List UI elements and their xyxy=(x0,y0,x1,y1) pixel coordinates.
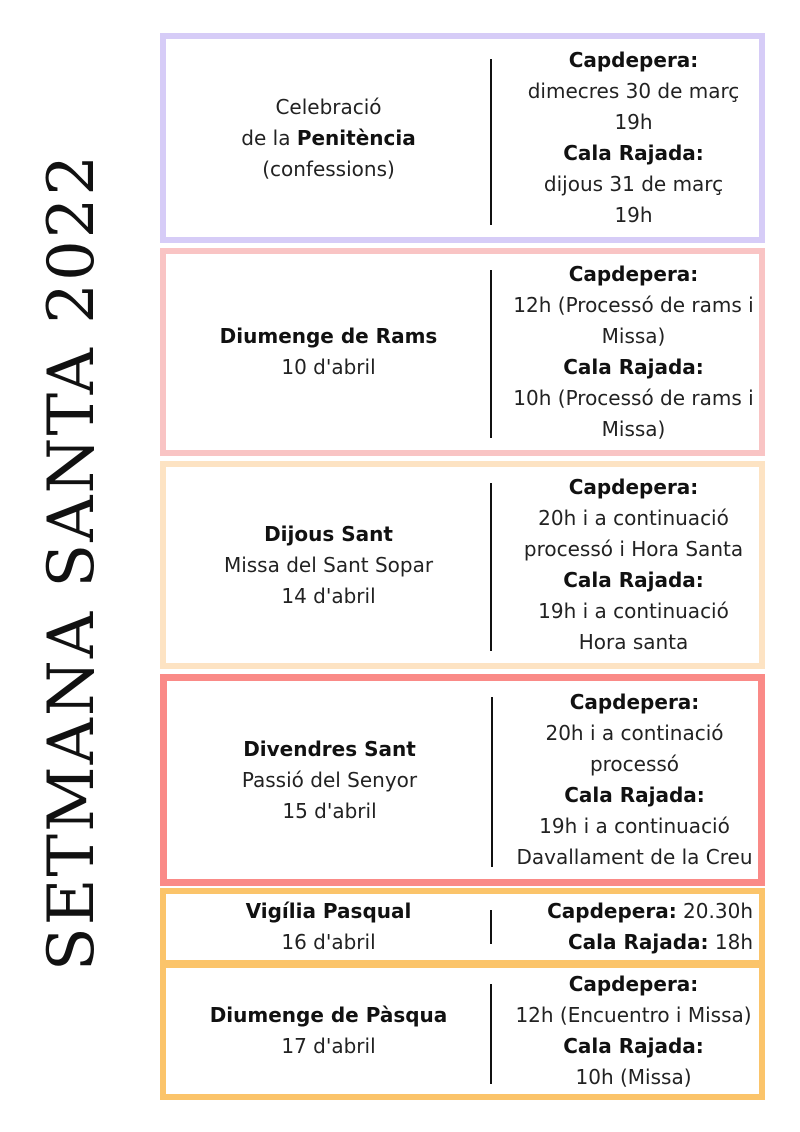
schedule-line: 20h i a continuació xyxy=(538,506,729,530)
event-subtitle: Missa del Sant Sopar xyxy=(223,552,434,577)
location-label: Capdepera: xyxy=(568,48,699,72)
page-title: SETMANA SANTA 2022 xyxy=(35,152,109,972)
event-line-prefix: de la xyxy=(241,125,297,150)
divider xyxy=(491,697,493,867)
schedule-line: Davallament de la Creu xyxy=(516,845,753,869)
schedule-line: 19h i a continuació xyxy=(539,814,730,838)
location-label: Cala Rajada: xyxy=(563,141,704,165)
section-dijous-sant xyxy=(160,461,765,669)
location-label: Cala Rajada: xyxy=(563,568,704,592)
event-title: Diumenge de Rams xyxy=(219,324,438,348)
event-date: 10 d'abril xyxy=(281,355,376,379)
event-subtitle: (confessions) xyxy=(262,156,395,181)
event-title: Diumenge de Pàsqua xyxy=(209,1003,448,1027)
location-label: Cala Rajada: xyxy=(563,1034,704,1058)
location-label: Capdepera: xyxy=(568,972,699,996)
schedule-line: processó i Hora Santa xyxy=(523,537,744,561)
schedule-line: 19h i a continuació xyxy=(538,599,729,623)
schedule-line: processó xyxy=(589,752,680,776)
schedule-line xyxy=(547,896,753,927)
schedule-line: dijous 31 de març xyxy=(543,172,724,196)
event-info xyxy=(166,39,491,237)
schedule-time: 18h xyxy=(708,930,753,954)
schedule-line: 20h i a continació xyxy=(545,721,724,745)
location-label: Cala Rajada: xyxy=(564,783,705,807)
event-title: Dijous Sant xyxy=(264,521,393,546)
schedule xyxy=(497,681,772,879)
section-vigilia-pasqual xyxy=(160,888,765,966)
event-line: Celebració xyxy=(275,94,382,119)
schedule-line: 19h xyxy=(614,110,653,134)
divider xyxy=(490,984,492,1084)
event-info xyxy=(166,467,491,663)
schedule-line: dimecres 30 de març xyxy=(527,79,740,103)
location-label: Cala Rajada: xyxy=(567,930,709,954)
event-info xyxy=(167,681,492,879)
schedule xyxy=(496,254,771,450)
schedule-line: Missa) xyxy=(601,324,666,348)
schedule-line: 10h (Processó de rams i xyxy=(513,386,754,410)
location-label: Cala Rajada: xyxy=(563,355,704,379)
schedule xyxy=(496,39,771,237)
event-title: Penitència xyxy=(296,125,416,150)
location-label: Capdepera: xyxy=(568,475,699,499)
section-diumenge-de-pasqua xyxy=(160,962,765,1100)
divider xyxy=(490,483,492,651)
event-title: Divendres Sant xyxy=(243,736,416,761)
location-label: Capdepera: xyxy=(547,899,677,923)
event-date: 16 d'abril xyxy=(281,930,376,954)
event-date: 17 d'abril xyxy=(281,1034,376,1058)
schedule xyxy=(496,467,771,663)
schedule xyxy=(496,968,771,1094)
location-label: Capdepera: xyxy=(569,690,700,714)
schedule-line: 12h (Processó de rams i xyxy=(513,293,754,317)
event-subtitle: Passió del Senyor xyxy=(241,767,418,792)
schedule-line: Missa) xyxy=(601,417,666,441)
section-penitencia xyxy=(160,33,765,243)
section-diumenge-de-rams xyxy=(160,248,765,456)
schedule-line: Hora santa xyxy=(578,630,689,654)
divider xyxy=(490,270,492,438)
schedule-line: 10h (Missa) xyxy=(575,1065,692,1089)
event-info xyxy=(166,894,491,960)
event-date: 14 d'abril xyxy=(281,583,376,608)
event-line xyxy=(241,123,415,154)
schedule-time: 20.30h xyxy=(676,899,753,923)
divider xyxy=(490,910,492,944)
section-divendres-sant xyxy=(160,674,765,886)
event-title: Vigília Pasqual xyxy=(245,899,412,923)
divider xyxy=(490,59,492,225)
event-info xyxy=(166,254,491,450)
event-date: 15 d'abril xyxy=(282,798,377,823)
schedule-line: 12h (Encuentro i Missa) xyxy=(515,1003,752,1027)
schedule-line xyxy=(568,927,753,958)
schedule-line: 19h xyxy=(614,203,653,227)
location-label: Capdepera: xyxy=(568,262,699,286)
schedule xyxy=(496,894,771,960)
event-info xyxy=(166,968,491,1094)
